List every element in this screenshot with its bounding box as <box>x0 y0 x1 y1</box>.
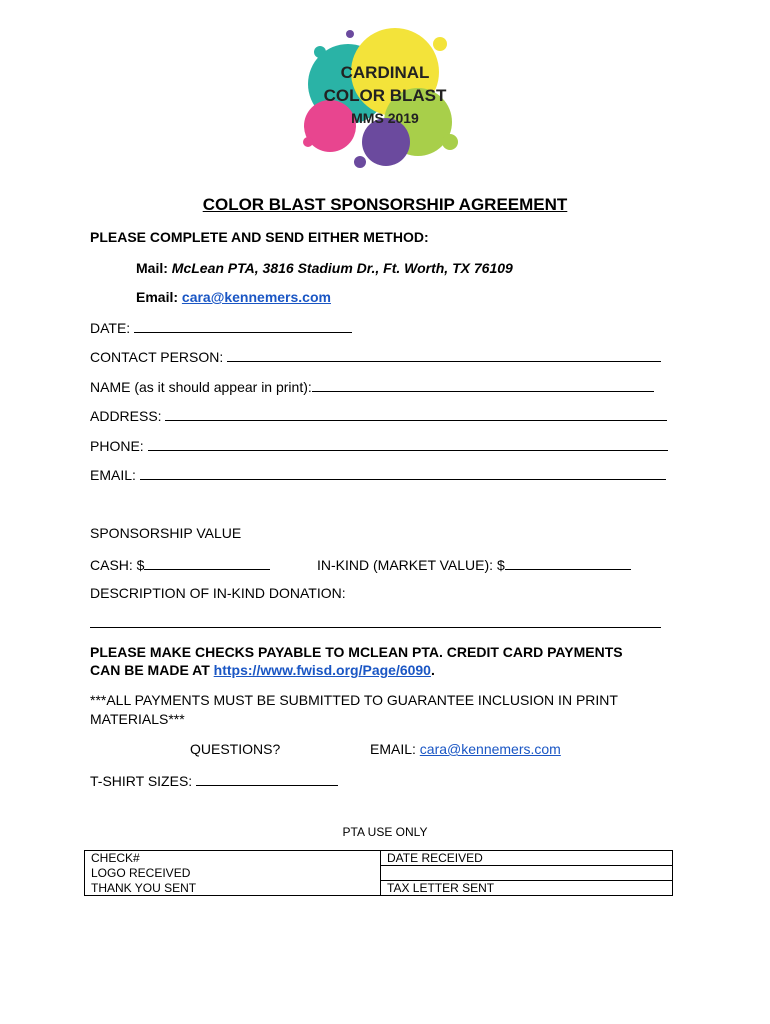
phone-line[interactable] <box>148 436 668 451</box>
mail-method <box>136 260 513 276</box>
address-label: ADDRESS: <box>90 408 162 424</box>
inkind-description-label: DESCRIPTION OF IN-KIND DONATION: <box>90 585 346 601</box>
thank-you-sent-cell[interactable]: THANK YOU SENT <box>85 881 381 896</box>
checks-note-line-2 <box>90 662 435 678</box>
questions-label: QUESTIONS? <box>190 741 281 757</box>
logo-received-cell[interactable]: LOGO RECEIVED <box>85 866 381 881</box>
check-number-cell[interactable]: CHECK# <box>85 851 381 866</box>
logo-line-1: CARDINAL <box>340 63 430 82</box>
payment-link[interactable]: https://www.fwisd.org/Page/6090 <box>213 662 431 678</box>
inkind-description-line[interactable] <box>90 627 661 628</box>
payments-note-line-1: ***ALL PAYMENTS MUST BE SUBMITTED TO GUARANTEE INCLUSION IN PRINT <box>90 692 618 708</box>
blank-cell[interactable] <box>381 866 673 881</box>
tshirt-field <box>90 771 338 789</box>
tshirt-line[interactable] <box>196 771 338 786</box>
table-row <box>85 881 673 896</box>
contact-person-field <box>90 347 661 365</box>
email-line[interactable] <box>140 465 666 480</box>
cardinal-color-blast-logo <box>300 22 470 172</box>
contact-person-line[interactable] <box>227 347 661 362</box>
email-method-link[interactable]: cara@kennemers.com <box>181 289 331 305</box>
cash-line[interactable] <box>144 555 270 570</box>
checks-note-line-1: PLEASE MAKE CHECKS PAYABLE TO MCLEAN PTA. CREDIT CARD PAYMENTS <box>90 644 623 660</box>
tax-letter-sent-cell[interactable]: TAX LETTER SENT <box>381 881 673 896</box>
date-label: DATE: <box>90 320 131 336</box>
checks-note-prefix: CAN BE MADE AT <box>90 662 214 678</box>
email-label: EMAIL: <box>90 467 136 483</box>
checks-note-suffix: . <box>430 662 435 678</box>
page-title: COLOR BLAST SPONSORSHIP AGREEMENT <box>202 195 568 214</box>
address-line[interactable] <box>165 406 667 421</box>
instructions-heading: PLEASE COMPLETE AND SEND EITHER METHOD: <box>90 229 429 245</box>
phone-field <box>90 436 668 454</box>
phone-label: PHONE: <box>90 438 144 454</box>
tshirt-label: T-SHIRT SIZES: <box>90 773 197 789</box>
cash-label: CASH: $ <box>90 557 145 573</box>
table-row <box>85 866 673 881</box>
pta-use-heading: PTA USE ONLY <box>342 825 428 839</box>
table-row <box>85 851 673 866</box>
questions-email <box>370 741 561 757</box>
email-field <box>90 465 666 483</box>
questions-email-label: EMAIL: <box>370 741 420 757</box>
sponsorship-heading: SPONSORSHIP VALUE <box>90 525 242 541</box>
date-field <box>90 318 352 336</box>
mail-label: Mail: <box>136 260 168 276</box>
address-field <box>90 406 667 424</box>
date-line[interactable] <box>134 318 352 333</box>
email-method <box>136 289 331 305</box>
email-method-label: Email: <box>136 289 179 305</box>
inkind-label: IN-KIND (MARKET VALUE): $ <box>317 557 505 573</box>
inkind-field <box>317 555 631 573</box>
name-print-line[interactable] <box>312 377 654 392</box>
cash-field <box>90 555 270 573</box>
logo-line-3: MMS 2019 <box>351 110 419 126</box>
name-print-field <box>90 377 654 395</box>
name-print-label: NAME (as it should appear in print): <box>90 379 312 395</box>
date-received-cell[interactable]: DATE RECEIVED <box>381 851 673 866</box>
mail-address: McLean PTA, 3816 Stadium Dr., Ft. Worth, TX 76109 <box>171 260 513 276</box>
contact-person-label: CONTACT PERSON: <box>90 349 224 365</box>
payments-note-line-2: MATERIALS*** <box>90 711 185 727</box>
pta-use-table <box>84 850 673 896</box>
logo-line-2: COLOR BLAST <box>323 86 447 105</box>
questions-email-link[interactable]: cara@kennemers.com <box>419 741 561 757</box>
inkind-line[interactable] <box>505 555 631 570</box>
